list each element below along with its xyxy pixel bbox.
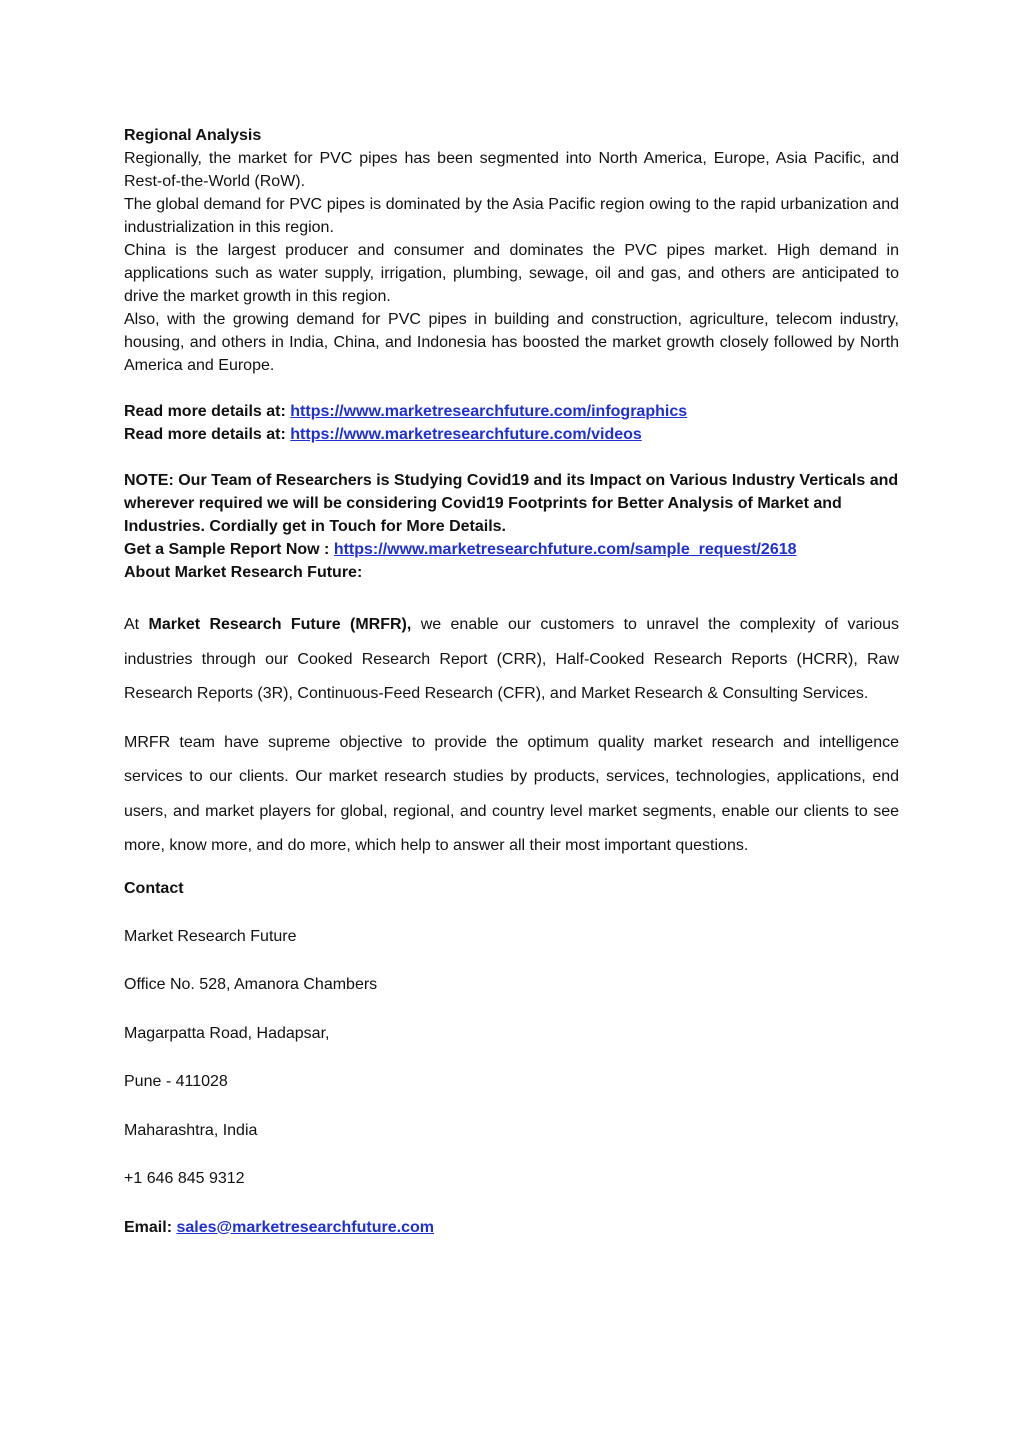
mrfr-name: Market Research Future (MRFR), — [148, 616, 412, 633]
sample-report-link[interactable]: https://www.marketresearchfuture.com/sample_request/2618 — [333, 541, 797, 558]
regional-analysis-section — [124, 124, 899, 377]
sample-report-label: Get a Sample Report Now : — [124, 541, 334, 558]
about-paragraph-1 — [124, 608, 899, 712]
note-section — [124, 469, 899, 584]
regional-paragraph-3: China is the largest producer and consumer and dominates the PVC pipes market. High demand in applications such as water supply, irrigation, plumbing, sewage, oil and gas, and others are anticipated to drive the market growth in this region. — [124, 242, 899, 305]
contact-road: Magarpatta Road, Hadapsar, — [124, 1024, 330, 1042]
read-more-label: Read more details at: — [124, 403, 291, 420]
regional-paragraph-4: Also, with the growing demand for PVC pipes in building and construction, agriculture, telecom industry, housing, and others in India, China, and Indonesia has boosted the market growth closely followed by North America and Europe. — [124, 311, 899, 374]
read-more-label: Read more details at: — [124, 426, 291, 443]
contact-office: Office No. 528, Amanora Chambers — [124, 976, 378, 993]
covid-note: NOTE: Our Team of Researchers is Studying Covid19 and its Impact on Various Industry Verticals and wherever required we will be considering Covid19 Footprints for Better Analysis of Market and Industries. Cordially get in Touch for More Details. — [124, 472, 899, 535]
videos-link[interactable]: https://www.marketresearchfuture.com/videos — [290, 426, 642, 443]
contact-section — [124, 877, 899, 1239]
contact-phone: +1 646 845 9312 — [124, 1170, 245, 1187]
contact-state: Maharashtra, India — [124, 1121, 258, 1139]
sample-report-line — [124, 538, 899, 561]
infographics-link[interactable]: https://www.marketresearchfuture.com/infographics — [290, 403, 688, 420]
regional-paragraph-1: Regionally, the market for PVC pipes has been segmented into North America, Europe, Asia Pacific, and Rest-of-the-World (RoW). — [124, 150, 899, 190]
about-prefix: At — [124, 616, 149, 633]
contact-city: Pune - 411028 — [124, 1073, 228, 1090]
contact-heading: Contact — [124, 879, 184, 897]
about-p1-rest: we enable our customers to unravel the complexity of various industries through our Cooked Research Report (CRR), Half-Cooked Research Reports (HCRR), Raw Research Reports (3R), Continuous-Feed Research (CFR), and Market Research & Consulting Services. — [124, 616, 900, 702]
read-more-line-infographics — [124, 400, 899, 423]
read-more-section — [124, 400, 899, 446]
about-heading: About Market Research Future: — [124, 564, 363, 581]
email-label: Email: — [124, 1218, 177, 1236]
about-paragraph-2: MRFR team have supreme objective to provide the optimum quality market research and intelligence services to our clients. Our market research studies by products, services, technologies, applications, end users, and market players for global, regional, and country level market segments, enable our clients to see more, know more, and do more, which help to answer all their most important questions. — [124, 733, 899, 854]
contact-company: Market Research Future — [124, 927, 297, 945]
document-page — [124, 124, 899, 1239]
regional-analysis-heading: Regional Analysis — [124, 127, 262, 144]
email-link[interactable]: sales@marketresearchfuture.com — [176, 1218, 434, 1236]
contact-email-line — [124, 1216, 899, 1239]
read-more-line-videos — [124, 423, 899, 446]
regional-paragraph-2: The global demand for PVC pipes is dominated by the Asia Pacific region owing to the rapid urbanization and industrialization in this region. — [124, 196, 899, 236]
